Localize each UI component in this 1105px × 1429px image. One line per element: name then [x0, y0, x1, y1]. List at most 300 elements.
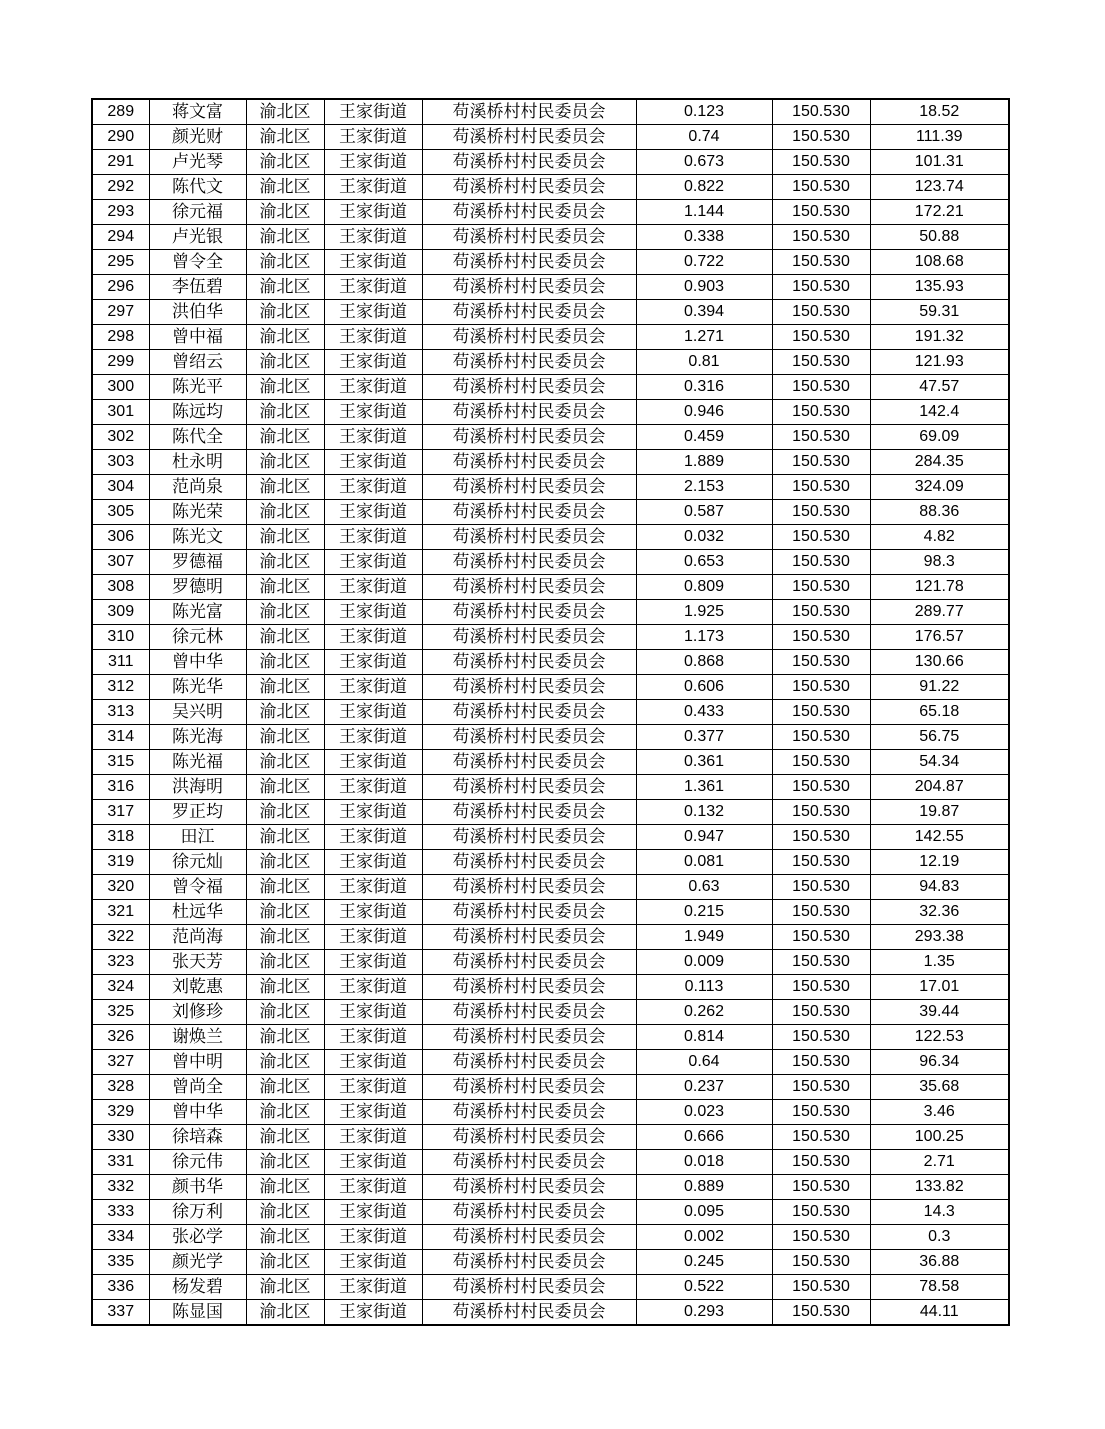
- cell-area: 0.868: [636, 650, 772, 675]
- cell-area: 0.63: [636, 875, 772, 900]
- cell-amount: 204.87: [870, 775, 1009, 800]
- cell-village-committee: 苟溪桥村村民委员会: [422, 1275, 636, 1300]
- cell-village-committee: 苟溪桥村村民委员会: [422, 500, 636, 525]
- cell-subdistrict: 王家街道: [324, 325, 422, 350]
- cell-amount: 94.83: [870, 875, 1009, 900]
- table-row: [92, 725, 1009, 750]
- cell-amount: 176.57: [870, 625, 1009, 650]
- cell-area: 0.459: [636, 425, 772, 450]
- table-row: [92, 1250, 1009, 1275]
- cell-village-committee: 苟溪桥村村民委员会: [422, 675, 636, 700]
- cell-serial-number: 321: [92, 900, 149, 925]
- table-row: [92, 500, 1009, 525]
- cell-name: 颜光学: [149, 1250, 246, 1275]
- cell-name: 徐元林: [149, 625, 246, 650]
- cell-amount: 47.57: [870, 375, 1009, 400]
- cell-name: 曾中福: [149, 325, 246, 350]
- cell-serial-number: 317: [92, 800, 149, 825]
- cell-unit-price: 150.530: [772, 375, 870, 400]
- table-row: [92, 750, 1009, 775]
- cell-unit-price: 150.530: [772, 1100, 870, 1125]
- cell-name: 徐培森: [149, 1125, 246, 1150]
- cell-village-committee: 苟溪桥村村民委员会: [422, 1300, 636, 1326]
- table-row: [92, 900, 1009, 925]
- cell-name: 田江: [149, 825, 246, 850]
- cell-village-committee: 苟溪桥村村民委员会: [422, 650, 636, 675]
- cell-district: 渝北区: [246, 1300, 324, 1326]
- cell-amount: 121.78: [870, 575, 1009, 600]
- cell-area: 0.946: [636, 400, 772, 425]
- cell-unit-price: 150.530: [772, 400, 870, 425]
- cell-unit-price: 150.530: [772, 950, 870, 975]
- cell-area: 0.018: [636, 1150, 772, 1175]
- cell-name: 陈光海: [149, 725, 246, 750]
- cell-amount: 121.93: [870, 350, 1009, 375]
- cell-district: 渝北区: [246, 450, 324, 475]
- table-row: [92, 150, 1009, 175]
- cell-serial-number: 303: [92, 450, 149, 475]
- cell-village-committee: 苟溪桥村村民委员会: [422, 625, 636, 650]
- cell-village-committee: 苟溪桥村村民委员会: [422, 175, 636, 200]
- cell-village-committee: 苟溪桥村村民委员会: [422, 1050, 636, 1075]
- cell-village-committee: 苟溪桥村村民委员会: [422, 350, 636, 375]
- cell-district: 渝北区: [246, 350, 324, 375]
- cell-district: 渝北区: [246, 950, 324, 975]
- cell-name: 陈代文: [149, 175, 246, 200]
- cell-name: 徐元灿: [149, 850, 246, 875]
- cell-district: 渝北区: [246, 99, 324, 125]
- cell-district: 渝北区: [246, 1175, 324, 1200]
- cell-area: 0.653: [636, 550, 772, 575]
- table-row: [92, 375, 1009, 400]
- cell-name: 谢焕兰: [149, 1025, 246, 1050]
- cell-serial-number: 333: [92, 1200, 149, 1225]
- cell-amount: 44.11: [870, 1300, 1009, 1326]
- cell-subdistrict: 王家街道: [324, 200, 422, 225]
- cell-area: 0.023: [636, 1100, 772, 1125]
- cell-name: 陈远均: [149, 400, 246, 425]
- table-row: [92, 1300, 1009, 1326]
- cell-unit-price: 150.530: [772, 975, 870, 1000]
- cell-serial-number: 328: [92, 1075, 149, 1100]
- cell-name: 洪海明: [149, 775, 246, 800]
- cell-area: 0.009: [636, 950, 772, 975]
- cell-unit-price: 150.530: [772, 525, 870, 550]
- cell-name: 陈代全: [149, 425, 246, 450]
- cell-village-committee: 苟溪桥村村民委员会: [422, 1150, 636, 1175]
- table-row: [92, 825, 1009, 850]
- cell-village-committee: 苟溪桥村村民委员会: [422, 250, 636, 275]
- data-table: [91, 98, 1010, 1326]
- cell-serial-number: 297: [92, 300, 149, 325]
- cell-name: 曾中华: [149, 650, 246, 675]
- cell-name: 杜永明: [149, 450, 246, 475]
- cell-name: 洪伯华: [149, 300, 246, 325]
- cell-name: 吴兴明: [149, 700, 246, 725]
- cell-serial-number: 327: [92, 1050, 149, 1075]
- table-row: [92, 250, 1009, 275]
- cell-area: 0.81: [636, 350, 772, 375]
- cell-amount: 65.18: [870, 700, 1009, 725]
- table-row: [92, 875, 1009, 900]
- cell-district: 渝北区: [246, 875, 324, 900]
- table-row: [92, 800, 1009, 825]
- cell-amount: 78.58: [870, 1275, 1009, 1300]
- cell-unit-price: 150.530: [772, 99, 870, 125]
- cell-unit-price: 150.530: [772, 725, 870, 750]
- cell-amount: 142.4: [870, 400, 1009, 425]
- cell-name: 曾尚全: [149, 1075, 246, 1100]
- cell-district: 渝北区: [246, 525, 324, 550]
- cell-subdistrict: 王家街道: [324, 99, 422, 125]
- cell-district: 渝北区: [246, 500, 324, 525]
- cell-village-committee: 苟溪桥村村民委员会: [422, 1100, 636, 1125]
- cell-area: 1.271: [636, 325, 772, 350]
- cell-subdistrict: 王家街道: [324, 1275, 422, 1300]
- cell-serial-number: 290: [92, 125, 149, 150]
- cell-name: 曾绍云: [149, 350, 246, 375]
- cell-subdistrict: 王家街道: [324, 425, 422, 450]
- cell-village-committee: 苟溪桥村村民委员会: [422, 1200, 636, 1225]
- cell-serial-number: 309: [92, 600, 149, 625]
- cell-district: 渝北区: [246, 800, 324, 825]
- cell-serial-number: 336: [92, 1275, 149, 1300]
- cell-name: 罗德明: [149, 575, 246, 600]
- cell-village-committee: 苟溪桥村村民委员会: [422, 800, 636, 825]
- cell-name: 曾令福: [149, 875, 246, 900]
- cell-amount: 35.68: [870, 1075, 1009, 1100]
- cell-unit-price: 150.530: [772, 1025, 870, 1050]
- cell-amount: 98.3: [870, 550, 1009, 575]
- cell-village-committee: 苟溪桥村村民委员会: [422, 750, 636, 775]
- cell-amount: 3.46: [870, 1100, 1009, 1125]
- cell-subdistrict: 王家街道: [324, 575, 422, 600]
- cell-district: 渝北区: [246, 850, 324, 875]
- cell-serial-number: 289: [92, 99, 149, 125]
- cell-village-committee: 苟溪桥村村民委员会: [422, 1025, 636, 1050]
- cell-amount: 4.82: [870, 525, 1009, 550]
- cell-village-committee: 苟溪桥村村民委员会: [422, 1175, 636, 1200]
- cell-unit-price: 150.530: [772, 875, 870, 900]
- cell-amount: 2.71: [870, 1150, 1009, 1175]
- cell-area: 0.377: [636, 725, 772, 750]
- table-row: [92, 325, 1009, 350]
- cell-area: 0.666: [636, 1125, 772, 1150]
- table-row: [92, 775, 1009, 800]
- cell-area: 2.153: [636, 475, 772, 500]
- cell-serial-number: 312: [92, 675, 149, 700]
- cell-subdistrict: 王家街道: [324, 225, 422, 250]
- cell-area: 0.947: [636, 825, 772, 850]
- cell-subdistrict: 王家街道: [324, 550, 422, 575]
- cell-village-committee: 苟溪桥村村民委员会: [422, 975, 636, 1000]
- table-row: [92, 1150, 1009, 1175]
- cell-area: 0.095: [636, 1200, 772, 1225]
- cell-name: 范尚泉: [149, 475, 246, 500]
- cell-district: 渝北区: [246, 1075, 324, 1100]
- cell-subdistrict: 王家街道: [324, 400, 422, 425]
- cell-area: 0.245: [636, 1250, 772, 1275]
- cell-area: 1.925: [636, 600, 772, 625]
- cell-village-committee: 苟溪桥村村民委员会: [422, 375, 636, 400]
- cell-area: 1.949: [636, 925, 772, 950]
- cell-village-committee: 苟溪桥村村民委员会: [422, 125, 636, 150]
- cell-district: 渝北区: [246, 1100, 324, 1125]
- cell-village-committee: 苟溪桥村村民委员会: [422, 600, 636, 625]
- cell-area: 0.316: [636, 375, 772, 400]
- cell-village-committee: 苟溪桥村村民委员会: [422, 1000, 636, 1025]
- cell-village-committee: 苟溪桥村村民委员会: [422, 275, 636, 300]
- cell-area: 0.132: [636, 800, 772, 825]
- cell-subdistrict: 王家街道: [324, 850, 422, 875]
- cell-name: 陈光文: [149, 525, 246, 550]
- cell-amount: 289.77: [870, 600, 1009, 625]
- cell-subdistrict: 王家街道: [324, 975, 422, 1000]
- cell-name: 徐元伟: [149, 1150, 246, 1175]
- cell-unit-price: 150.530: [772, 1250, 870, 1275]
- table-row: [92, 125, 1009, 150]
- cell-name: 陈光华: [149, 675, 246, 700]
- cell-subdistrict: 王家街道: [324, 300, 422, 325]
- cell-area: 0.433: [636, 700, 772, 725]
- cell-unit-price: 150.530: [772, 425, 870, 450]
- cell-serial-number: 310: [92, 625, 149, 650]
- cell-subdistrict: 王家街道: [324, 1175, 422, 1200]
- cell-serial-number: 296: [92, 275, 149, 300]
- cell-district: 渝北区: [246, 175, 324, 200]
- cell-name: 杜远华: [149, 900, 246, 925]
- cell-area: 0.215: [636, 900, 772, 925]
- cell-subdistrict: 王家街道: [324, 800, 422, 825]
- cell-district: 渝北区: [246, 125, 324, 150]
- cell-amount: 130.66: [870, 650, 1009, 675]
- cell-subdistrict: 王家街道: [324, 1000, 422, 1025]
- cell-name: 陈光富: [149, 600, 246, 625]
- cell-name: 陈光福: [149, 750, 246, 775]
- cell-district: 渝北区: [246, 900, 324, 925]
- cell-area: 0.74: [636, 125, 772, 150]
- table-row: [92, 625, 1009, 650]
- table-row: [92, 850, 1009, 875]
- cell-amount: 88.36: [870, 500, 1009, 525]
- cell-district: 渝北区: [246, 1275, 324, 1300]
- cell-serial-number: 308: [92, 575, 149, 600]
- cell-area: 0.814: [636, 1025, 772, 1050]
- cell-amount: 32.36: [870, 900, 1009, 925]
- cell-serial-number: 332: [92, 1175, 149, 1200]
- cell-district: 渝北区: [246, 600, 324, 625]
- cell-district: 渝北区: [246, 250, 324, 275]
- cell-unit-price: 150.530: [772, 175, 870, 200]
- table-row: [92, 975, 1009, 1000]
- cell-village-committee: 苟溪桥村村民委员会: [422, 300, 636, 325]
- cell-amount: 36.88: [870, 1250, 1009, 1275]
- cell-village-committee: 苟溪桥村村民委员会: [422, 825, 636, 850]
- cell-unit-price: 150.530: [772, 1275, 870, 1300]
- cell-serial-number: 305: [92, 500, 149, 525]
- cell-subdistrict: 王家街道: [324, 600, 422, 625]
- cell-subdistrict: 王家街道: [324, 175, 422, 200]
- cell-subdistrict: 王家街道: [324, 1200, 422, 1225]
- cell-unit-price: 150.530: [772, 225, 870, 250]
- cell-area: 1.144: [636, 200, 772, 225]
- table-row: [92, 1175, 1009, 1200]
- cell-area: 0.822: [636, 175, 772, 200]
- cell-district: 渝北区: [246, 300, 324, 325]
- cell-amount: 54.34: [870, 750, 1009, 775]
- table-row: [92, 1025, 1009, 1050]
- cell-serial-number: 307: [92, 550, 149, 575]
- cell-name: 杨发碧: [149, 1275, 246, 1300]
- cell-serial-number: 306: [92, 525, 149, 550]
- cell-area: 1.361: [636, 775, 772, 800]
- table-row: [92, 1200, 1009, 1225]
- cell-village-committee: 苟溪桥村村民委员会: [422, 1225, 636, 1250]
- cell-unit-price: 150.530: [772, 1125, 870, 1150]
- cell-area: 0.809: [636, 575, 772, 600]
- table-row: [92, 675, 1009, 700]
- cell-unit-price: 150.530: [772, 500, 870, 525]
- cell-village-committee: 苟溪桥村村民委员会: [422, 525, 636, 550]
- cell-subdistrict: 王家街道: [324, 1250, 422, 1275]
- cell-area: 0.606: [636, 675, 772, 700]
- cell-village-committee: 苟溪桥村村民委员会: [422, 775, 636, 800]
- cell-district: 渝北区: [246, 225, 324, 250]
- cell-subdistrict: 王家街道: [324, 1050, 422, 1075]
- cell-serial-number: 330: [92, 1125, 149, 1150]
- cell-serial-number: 315: [92, 750, 149, 775]
- cell-village-committee: 苟溪桥村村民委员会: [422, 875, 636, 900]
- cell-area: 0.587: [636, 500, 772, 525]
- cell-subdistrict: 王家街道: [324, 650, 422, 675]
- cell-district: 渝北区: [246, 375, 324, 400]
- cell-village-committee: 苟溪桥村村民委员会: [422, 475, 636, 500]
- cell-area: 0.64: [636, 1050, 772, 1075]
- cell-serial-number: 300: [92, 375, 149, 400]
- table-row: [92, 1100, 1009, 1125]
- cell-subdistrict: 王家街道: [324, 1300, 422, 1326]
- cell-serial-number: 301: [92, 400, 149, 425]
- cell-district: 渝北区: [246, 975, 324, 1000]
- cell-subdistrict: 王家街道: [324, 250, 422, 275]
- cell-unit-price: 150.530: [772, 475, 870, 500]
- cell-amount: 56.75: [870, 725, 1009, 750]
- cell-subdistrict: 王家街道: [324, 925, 422, 950]
- cell-amount: 17.01: [870, 975, 1009, 1000]
- cell-village-committee: 苟溪桥村村民委员会: [422, 99, 636, 125]
- cell-name: 刘修珍: [149, 1000, 246, 1025]
- cell-village-committee: 苟溪桥村村民委员会: [422, 900, 636, 925]
- cell-subdistrict: 王家街道: [324, 1225, 422, 1250]
- cell-name: 曾令全: [149, 250, 246, 275]
- cell-serial-number: 318: [92, 825, 149, 850]
- cell-serial-number: 304: [92, 475, 149, 500]
- table-row: [92, 300, 1009, 325]
- cell-subdistrict: 王家街道: [324, 700, 422, 725]
- cell-district: 渝北区: [246, 675, 324, 700]
- table-row: [92, 575, 1009, 600]
- cell-unit-price: 150.530: [772, 1150, 870, 1175]
- cell-unit-price: 150.530: [772, 250, 870, 275]
- cell-area: 0.338: [636, 225, 772, 250]
- cell-village-committee: 苟溪桥村村民委员会: [422, 425, 636, 450]
- cell-unit-price: 150.530: [772, 900, 870, 925]
- table-row: [92, 475, 1009, 500]
- cell-amount: 122.53: [870, 1025, 1009, 1050]
- table-row: [92, 99, 1009, 125]
- table-row: [92, 1125, 1009, 1150]
- cell-subdistrict: 王家街道: [324, 1075, 422, 1100]
- cell-amount: 1.35: [870, 950, 1009, 975]
- cell-serial-number: 295: [92, 250, 149, 275]
- cell-area: 0.081: [636, 850, 772, 875]
- cell-subdistrict: 王家街道: [324, 375, 422, 400]
- cell-area: 0.361: [636, 750, 772, 775]
- cell-unit-price: 150.530: [772, 325, 870, 350]
- cell-district: 渝北区: [246, 200, 324, 225]
- cell-name: 曾中明: [149, 1050, 246, 1075]
- cell-subdistrict: 王家街道: [324, 1150, 422, 1175]
- cell-serial-number: 319: [92, 850, 149, 875]
- cell-district: 渝北区: [246, 1000, 324, 1025]
- cell-amount: 91.22: [870, 675, 1009, 700]
- cell-unit-price: 150.530: [772, 450, 870, 475]
- cell-serial-number: 322: [92, 925, 149, 950]
- cell-serial-number: 293: [92, 200, 149, 225]
- cell-name: 张必学: [149, 1225, 246, 1250]
- cell-amount: 39.44: [870, 1000, 1009, 1025]
- cell-amount: 111.39: [870, 125, 1009, 150]
- cell-name: 蒋文富: [149, 99, 246, 125]
- cell-unit-price: 150.530: [772, 550, 870, 575]
- cell-area: 0.293: [636, 1300, 772, 1326]
- cell-unit-price: 150.530: [772, 850, 870, 875]
- cell-amount: 191.32: [870, 325, 1009, 350]
- cell-subdistrict: 王家街道: [324, 725, 422, 750]
- cell-district: 渝北区: [246, 425, 324, 450]
- cell-amount: 100.25: [870, 1125, 1009, 1150]
- cell-subdistrict: 王家街道: [324, 125, 422, 150]
- cell-district: 渝北区: [246, 925, 324, 950]
- table-row: [92, 1075, 1009, 1100]
- cell-name: 范尚海: [149, 925, 246, 950]
- cell-serial-number: 324: [92, 975, 149, 1000]
- cell-amount: 12.19: [870, 850, 1009, 875]
- cell-subdistrict: 王家街道: [324, 450, 422, 475]
- cell-serial-number: 316: [92, 775, 149, 800]
- cell-district: 渝北区: [246, 725, 324, 750]
- cell-serial-number: 323: [92, 950, 149, 975]
- cell-amount: 0.3: [870, 1225, 1009, 1250]
- table-row: [92, 450, 1009, 475]
- cell-unit-price: 150.530: [772, 675, 870, 700]
- cell-unit-price: 150.530: [772, 1000, 870, 1025]
- cell-subdistrict: 王家街道: [324, 900, 422, 925]
- table-row: [92, 200, 1009, 225]
- cell-area: 0.903: [636, 275, 772, 300]
- cell-name: 罗德福: [149, 550, 246, 575]
- cell-district: 渝北区: [246, 575, 324, 600]
- cell-village-committee: 苟溪桥村村民委员会: [422, 850, 636, 875]
- cell-village-committee: 苟溪桥村村民委员会: [422, 200, 636, 225]
- cell-unit-price: 150.530: [772, 275, 870, 300]
- cell-district: 渝北区: [246, 700, 324, 725]
- cell-serial-number: 298: [92, 325, 149, 350]
- cell-name: 陈光荣: [149, 500, 246, 525]
- cell-unit-price: 150.530: [772, 575, 870, 600]
- cell-name: 罗正均: [149, 800, 246, 825]
- cell-area: 0.113: [636, 975, 772, 1000]
